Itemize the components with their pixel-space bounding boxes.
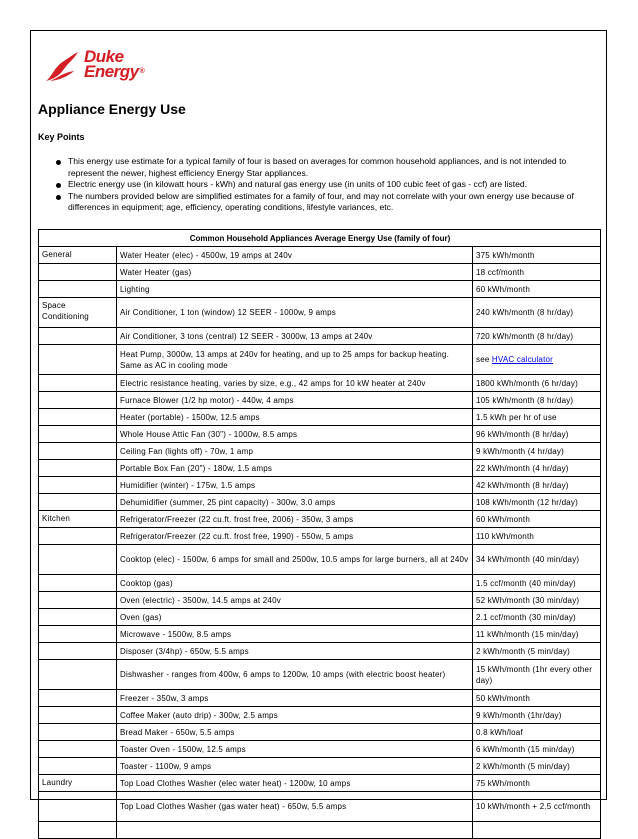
- registered-mark: ®: [139, 68, 145, 75]
- usage-cell: 10 kWh/month + 2.5 ccf/month: [473, 792, 601, 822]
- appliance-cell: Cooktop (gas): [117, 575, 473, 592]
- usage-cell: 18 ccf/month: [473, 264, 601, 281]
- category-empty: [39, 477, 117, 494]
- usage-cell: 50 kWh/month: [473, 690, 601, 707]
- category-empty: [39, 328, 117, 345]
- bullet-icon: [56, 160, 61, 165]
- usage-cell: 60 kWh/month: [473, 511, 601, 528]
- category-space-conditioning: Space Conditioning: [39, 298, 117, 328]
- category-empty: [39, 545, 117, 575]
- bullet-icon: [56, 195, 61, 200]
- page-title: Appliance Energy Use: [38, 101, 186, 117]
- category-laundry: Laundry: [39, 775, 117, 792]
- category-empty: [39, 281, 117, 298]
- key-point-text: Electric energy use (in kilowatt hours - kWh) and natural gas energy use (in units of 100 cubic feet of gas - ccf) are listed.: [68, 179, 528, 190]
- category-empty: [39, 392, 117, 409]
- energy-use-table: [38, 229, 601, 839]
- appliance-cell: Whole House Attic Fan (30") - 1000w, 8.5 amps: [117, 426, 473, 443]
- appliance-cell: Ceiling Fan (lights off) - 70w, 1 amp: [117, 443, 473, 460]
- usage-cell: 22 kWh/month (4 hr/day): [473, 460, 601, 477]
- category-general: General: [39, 247, 117, 264]
- appliance-cell: Microwave - 1500w, 8.5 amps: [117, 626, 473, 643]
- appliance-cell: Water Heater (gas): [117, 264, 473, 281]
- table-row: [39, 345, 601, 375]
- category-empty: [39, 609, 117, 626]
- table-row: [39, 426, 601, 443]
- usage-cell: 96 kWh/month (8 hr/day): [473, 426, 601, 443]
- category-empty: [39, 724, 117, 741]
- table-row: [39, 822, 601, 839]
- appliance-cell: Coffee Maker (auto drip) - 300w, 2.5 amps: [117, 707, 473, 724]
- appliance-cell: Oven (gas): [117, 609, 473, 626]
- table-row: [39, 443, 601, 460]
- usage-cell: 11 kWh/month (15 min/day): [473, 626, 601, 643]
- usage-cell: 52 kWh/month (30 min/day): [473, 592, 601, 609]
- table-row: [39, 494, 601, 511]
- category-empty: [39, 707, 117, 724]
- appliance-cell: Freezer - 350w, 3 amps: [117, 690, 473, 707]
- logo-wordmark: [84, 49, 144, 79]
- usage-cell: 1.5 kWh per hr of use: [473, 409, 601, 426]
- appliance-cell: Cooktop (elec) - 1500w, 6 amps for small and 2500w, 10.5 amps for large burners, all at 240v: [117, 545, 473, 575]
- appliance-cell: Furnace Blower (1/2 hp motor) - 440w, 4 amps: [117, 392, 473, 409]
- appliance-cell: Lighting: [117, 281, 473, 298]
- category-empty: [39, 460, 117, 477]
- key-point-text: The numbers provided below are simplified estimates for a family of four, and may not correlate with your own energy use because of differences in equipment; age, efficiency, operating conditions, lifestyle variances, etc.: [68, 190, 574, 213]
- table-row: [39, 328, 601, 345]
- table-row: [39, 545, 601, 575]
- category-empty: [39, 264, 117, 281]
- appliance-cell: Heat Pump, 3000w, 13 amps at 240v for heating, and up to 25 amps for backup heating. Same as AC in cooling mode: [117, 345, 473, 375]
- table-row: [39, 643, 601, 660]
- usage-cell: 720 kWh/month (8 hr/day): [473, 328, 601, 345]
- key-point-item: [53, 191, 593, 214]
- category-kitchen: Kitchen: [39, 511, 117, 528]
- usage-cell: 2 kWh/month (5 min/day): [473, 758, 601, 775]
- usage-cell: 75 kWh/month: [473, 775, 601, 792]
- appliance-cell: Air Conditioner, 3 tons (central) 12 SEER - 3000w, 13 amps at 240v: [117, 328, 473, 345]
- table-row: [39, 247, 601, 264]
- table-row: [39, 609, 601, 626]
- table-row: [39, 409, 601, 426]
- table-row: [39, 460, 601, 477]
- category-empty: [39, 643, 117, 660]
- appliance-cell: Heater (portable) - 1500w, 12.5 amps: [117, 409, 473, 426]
- category-empty: [39, 409, 117, 426]
- key-point-item: [53, 179, 593, 191]
- usage-cell: 2.1 ccf/month (30 min/day): [473, 609, 601, 626]
- category-empty: [39, 443, 117, 460]
- key-points-heading: Key Points: [38, 132, 85, 142]
- usage-cell-empty: [473, 822, 601, 839]
- table-row: [39, 741, 601, 758]
- table-row: [39, 592, 601, 609]
- table-row: [39, 528, 601, 545]
- appliance-cell: Toaster Oven - 1500w, 12.5 amps: [117, 741, 473, 758]
- appliance-cell: Bread Maker - 650w, 5.5 amps: [117, 724, 473, 741]
- appliance-cell: Humidifier (winter) - 175w, 1.5 amps: [117, 477, 473, 494]
- hvac-calculator-link[interactable]: HVAC calculator: [491, 355, 554, 364]
- duke-energy-logo: [44, 49, 154, 85]
- table-row: [39, 477, 601, 494]
- table-row: [39, 775, 601, 792]
- table-row: [39, 758, 601, 775]
- table-row: [39, 724, 601, 741]
- category-empty: [39, 575, 117, 592]
- flame-mark-icon: [44, 51, 80, 83]
- usage-cell: 9 kWh/month (4 hr/day): [473, 443, 601, 460]
- usage-cell: 110 kWh/month: [473, 528, 601, 545]
- category-empty: [39, 375, 117, 392]
- table-row: [39, 392, 601, 409]
- category-empty: [39, 345, 117, 375]
- category-empty: [39, 758, 117, 775]
- usage-cell: 60 kWh/month: [473, 281, 601, 298]
- appliance-cell: Toaster - 1100w, 9 amps: [117, 758, 473, 775]
- key-point-item: [53, 156, 593, 179]
- table-header-row: [39, 230, 601, 247]
- usage-cell: [473, 345, 601, 375]
- appliance-cell: Refrigerator/Freezer (22 cu.ft. frost free, 1990) - 550w, 5 amps: [117, 528, 473, 545]
- usage-cell: 375 kWh/month: [473, 247, 601, 264]
- appliance-cell: Disposer (3/4hp) - 650w, 5.5 amps: [117, 643, 473, 660]
- usage-prefix: see: [476, 355, 492, 364]
- category-empty: [39, 660, 117, 690]
- usage-cell: 2 kWh/month (5 min/day): [473, 643, 601, 660]
- category-empty: [39, 528, 117, 545]
- usage-cell: 0.8 kWh/loaf: [473, 724, 601, 741]
- usage-cell: 108 kWh/month (12 hr/day): [473, 494, 601, 511]
- usage-cell: 240 kWh/month (8 hr/day): [473, 298, 601, 328]
- appliance-cell: Oven (electric) - 3500w, 14.5 amps at 240v: [117, 592, 473, 609]
- category-empty: [39, 822, 117, 839]
- category-empty: [39, 592, 117, 609]
- appliance-cell: Dishwasher - ranges from 400w, 6 amps to 1200w, 10 amps (with electric boost heater): [117, 660, 473, 690]
- key-point-text: This energy use estimate for a typical family of four is based on averages for common household appliances, and is not intended to represent the newer, highest efficiency Energy Star appliances.: [68, 156, 567, 178]
- appliance-cell: Portable Box Fan (20") - 180w, 1.5 amps: [117, 460, 473, 477]
- table-row: [39, 792, 601, 822]
- table-row: [39, 575, 601, 592]
- appliance-cell: Top Load Clothes Washer (gas water heat) - 650w, 5.5 amps: [117, 792, 473, 822]
- table-row: [39, 375, 601, 392]
- usage-cell: 34 kWh/month (40 min/day): [473, 545, 601, 575]
- usage-cell: 15 kWh/month (1hr every other day): [473, 660, 601, 690]
- usage-cell: 105 kWh/month (8 hr/day): [473, 392, 601, 409]
- table-row: [39, 660, 601, 690]
- category-empty: [39, 741, 117, 758]
- usage-cell: 9 kWh/month (1hr/day): [473, 707, 601, 724]
- table-row: [39, 511, 601, 528]
- category-empty: [39, 494, 117, 511]
- table-row: [39, 281, 601, 298]
- appliance-cell: Water Heater (elec) - 4500w, 19 amps at 240v: [117, 247, 473, 264]
- table-row: [39, 298, 601, 328]
- category-empty: [39, 792, 117, 822]
- appliance-cell-empty: [117, 822, 473, 839]
- table-row: [39, 264, 601, 281]
- table-header: Common Household Appliances Average Energy Use (family of four): [39, 230, 601, 247]
- appliance-cell: Dehumidifier (summer, 25 pint capacity) - 300w, 3.0 amps: [117, 494, 473, 511]
- category-empty: [39, 626, 117, 643]
- logo-word-energy: Energy: [84, 62, 139, 81]
- usage-cell: 6 kWh/month (15 min/day): [473, 741, 601, 758]
- appliance-cell: Electric resistance heating, varies by size, e.g., 42 amps for 10 kW heater at 240v: [117, 375, 473, 392]
- appliance-cell: Air Conditioner, 1 ton (window) 12 SEER - 1000w, 9 amps: [117, 298, 473, 328]
- appliance-cell: Refrigerator/Freezer (22 cu.ft. frost free, 2006) - 350w, 3 amps: [117, 511, 473, 528]
- usage-cell: 1.5 ccf/month (40 min/day): [473, 575, 601, 592]
- category-empty: [39, 426, 117, 443]
- table-row: [39, 626, 601, 643]
- usage-cell: 42 kWh/month (8 hr/day): [473, 477, 601, 494]
- table-row: [39, 707, 601, 724]
- logo-word-duke: Duke: [84, 47, 124, 66]
- table-row: [39, 690, 601, 707]
- key-points-list: [53, 156, 593, 214]
- category-empty: [39, 690, 117, 707]
- document-page: [30, 30, 607, 811]
- usage-cell: 1800 kWh/month (6 hr/day): [473, 375, 601, 392]
- appliance-cell: Top Load Clothes Washer (elec water heat) - 1200w, 10 amps: [117, 775, 473, 792]
- bullet-icon: [56, 183, 61, 188]
